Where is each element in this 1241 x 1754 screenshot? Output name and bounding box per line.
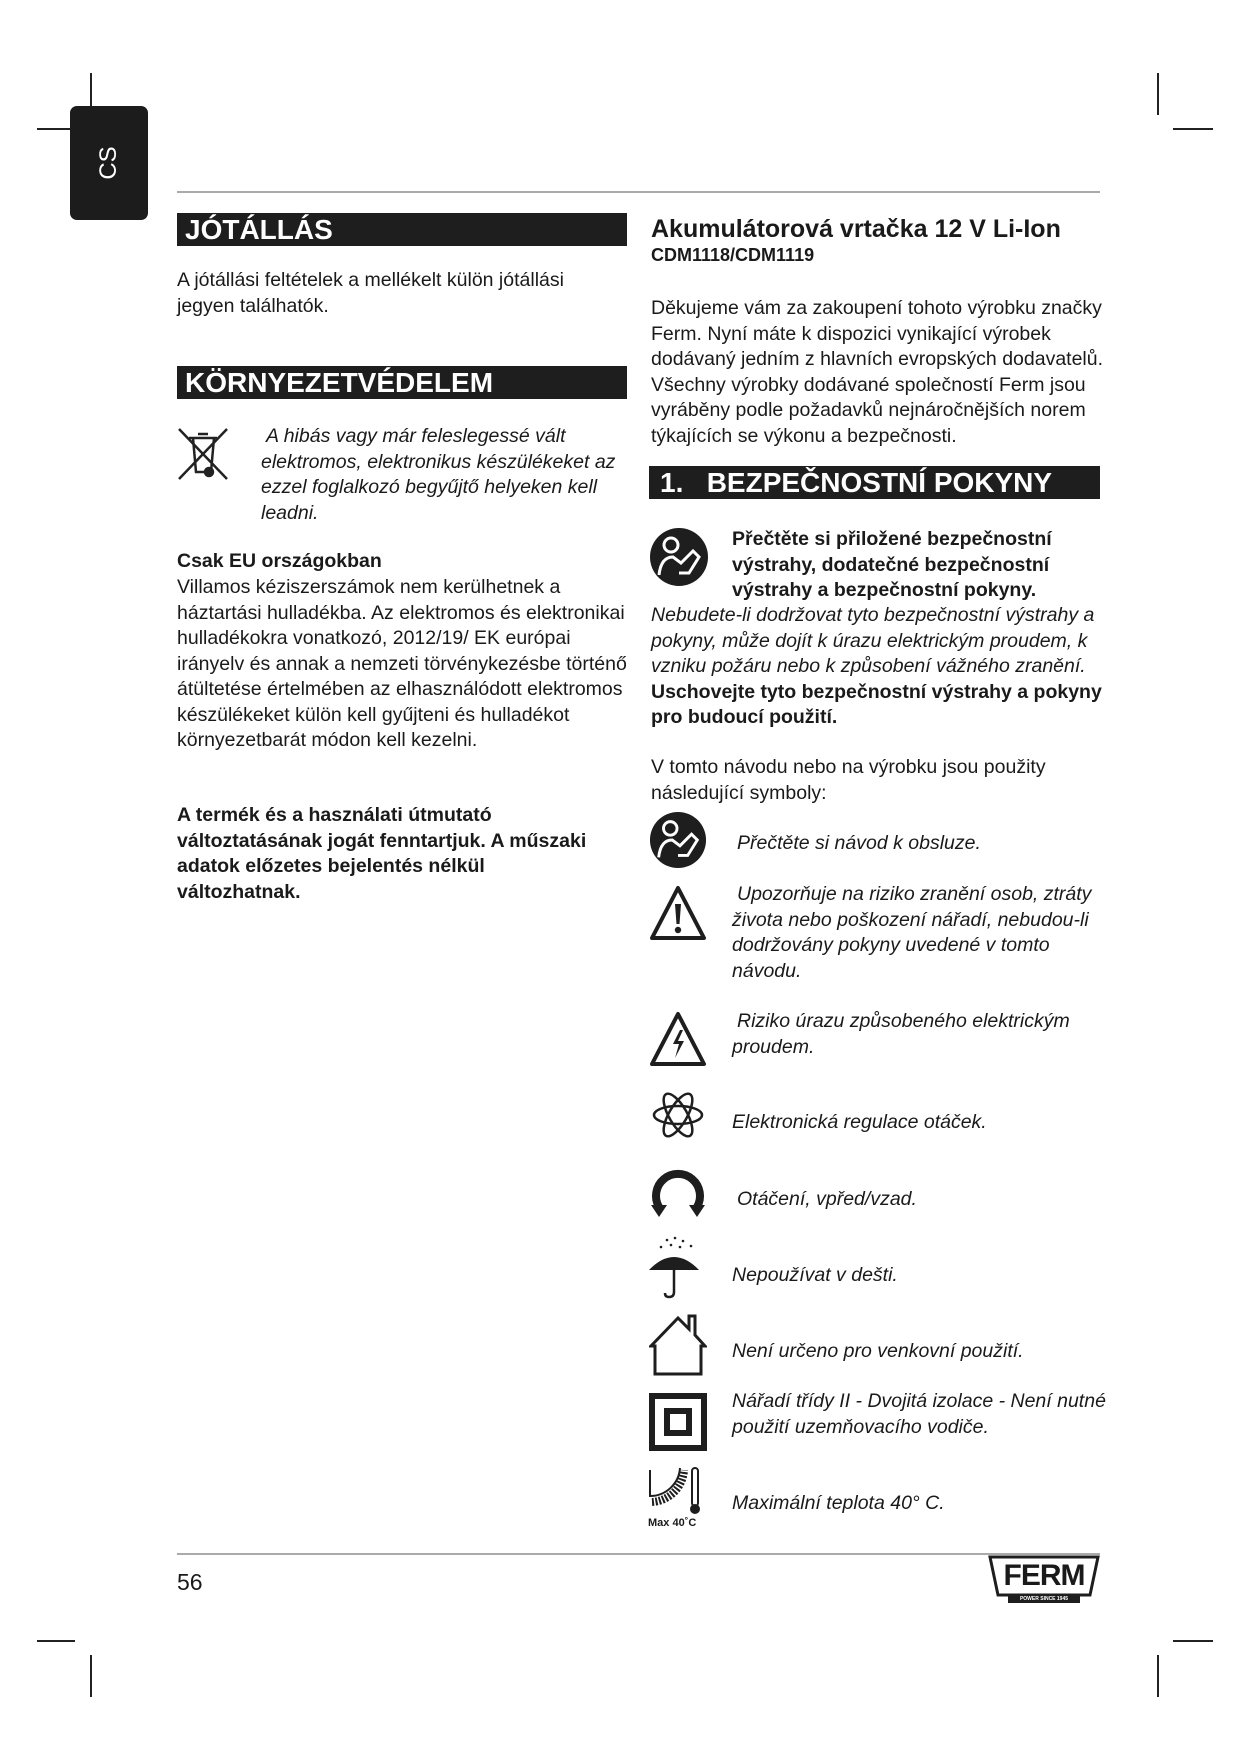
crop-mark <box>1157 1655 1159 1697</box>
rotation-icon <box>649 1163 707 1219</box>
crop-mark <box>37 1640 75 1642</box>
symbol-text: Riziko úrazu způsobeného elektrickým proudem. <box>732 1010 1070 1058</box>
warranty-text: A jótállási feltételek a mellékelt külön jótállási jegyen találhatók. <box>177 269 564 317</box>
max-temperature-label: Max 40˚C <box>648 1517 697 1529</box>
atom-icon <box>651 1091 705 1139</box>
ferm-logo-tagline: POWER SINCE 1945 <box>1019 1596 1069 1602</box>
umbrella-rain-icon <box>647 1236 701 1300</box>
ferm-logo-text: FERM <box>1003 1559 1085 1592</box>
read-warnings-text: Přečtěte si přiložené bezpečnostní výstrahy, dodatečné bezpečnostní výstrahy a bezpečnostní pokyny. <box>732 528 1052 601</box>
intro-text: Děkujeme vám za zakoupení tohoto výrobku značky Ferm. Nyní máte k dispozici vynikající výrobek dodávaný jedním z hlavních evropských dodavatelů. Všechny výrobky dodávané společností Ferm jsou vyráběny podle požadavků nejnáročnějších norem týkajících se výkonu a bezpečnosti. <box>651 297 1104 447</box>
symbol-text: Maximální teplota 40° C. <box>732 1492 945 1514</box>
max-temperature-icon <box>648 1466 708 1532</box>
warning-bold: Uschovejte tyto bezpečnostní výstrahy a pokyny pro budoucí použití. <box>651 680 1102 728</box>
symbol-text: Přečtěte si návod k obsluze. <box>737 832 981 854</box>
read-manual-icon <box>649 527 709 587</box>
rights-notice: A termék és a használati útmutató változtatásának jogát fenntartjuk. A műszaki adatok előzetes bejelentés nélkül változhatnak. <box>177 804 587 903</box>
environment-heading: KÖRNYEZETVÉDELEM <box>177 366 627 399</box>
page-number: 56 <box>177 1569 203 1595</box>
warning-triangle-icon <box>649 884 707 942</box>
product-model: CDM1118/CDM1119 <box>651 245 815 265</box>
crop-mark <box>90 1655 92 1697</box>
symbol-text: Otáčení, vpřed/vzad. <box>737 1188 917 1210</box>
eu-text: Villamos kéziszerszámok nem kerülhetnek a háztartási hulladékba. Az elektromos és elektronikai hulladékokra vonatkozó, 2012/19/ EK európai irányelv és annak a nemzeti törvénykezésbe történő átültetése értelmében az elhasználódott elektromos készülékeket külön kell gyűjteni és hulladékot környezetbarát módon kell kezelni. <box>177 576 627 751</box>
language-tab-label: CS <box>95 146 122 180</box>
symbol-text: Nářadí třídy II - Dvojitá izolace - Není nutné použití uzemňovacího vodiče. <box>732 1390 1106 1438</box>
crop-mark <box>1173 128 1213 130</box>
language-tab <box>70 106 148 220</box>
symbol-text: Elektronická regulace otáček. <box>732 1111 987 1133</box>
symbol-text: Nepoužívat v dešti. <box>732 1264 898 1286</box>
safety-heading: 1. BEZPEČNOSTNÍ POKYNY <box>649 466 1100 499</box>
electric-hazard-icon <box>649 1010 707 1068</box>
product-title: Akumulátorová vrtačka 12 V Li-Ion <box>651 215 1061 243</box>
top-divider <box>177 191 1100 193</box>
symbol-text: Upozorňuje na riziko zranění osob, ztráty života nebo poškození nářadí, nebudou-li dodržovány pokyny uvedené v tomto návodu. <box>732 883 1092 982</box>
ferm-logo <box>988 1555 1100 1605</box>
environment-italic-text: A hibás vagy már feleslegessé vált elektromos, elektronikus készülékeket az ezzel foglalkozó begyűjtő helyeken kell leadni. <box>261 425 616 524</box>
bottom-divider <box>177 1553 1100 1555</box>
warning-italic: Nebudete-li dodržovat tyto bezpečnostní výstrahy a pokyny, může dojít k úrazu elektrickým proudem, k vzniku požáru nebo k způsobení vážného zranění. <box>651 604 1095 677</box>
eu-heading: Csak EU országokban <box>177 550 382 572</box>
crossed-bin-icon <box>176 426 230 482</box>
warning-paragraph <box>651 603 1116 731</box>
symbol-text: Není určeno pro venkovní použití. <box>732 1340 1024 1362</box>
warranty-heading: JÓTÁLLÁS <box>177 213 627 246</box>
read-manual-icon <box>649 811 707 869</box>
symbols-intro: V tomto návodu nebo na výrobku jsou použity následující symboly: <box>651 756 1046 804</box>
crop-mark <box>1157 73 1159 115</box>
house-icon <box>649 1312 707 1376</box>
double-insulation-icon <box>649 1393 707 1451</box>
crop-mark <box>1173 1640 1213 1642</box>
